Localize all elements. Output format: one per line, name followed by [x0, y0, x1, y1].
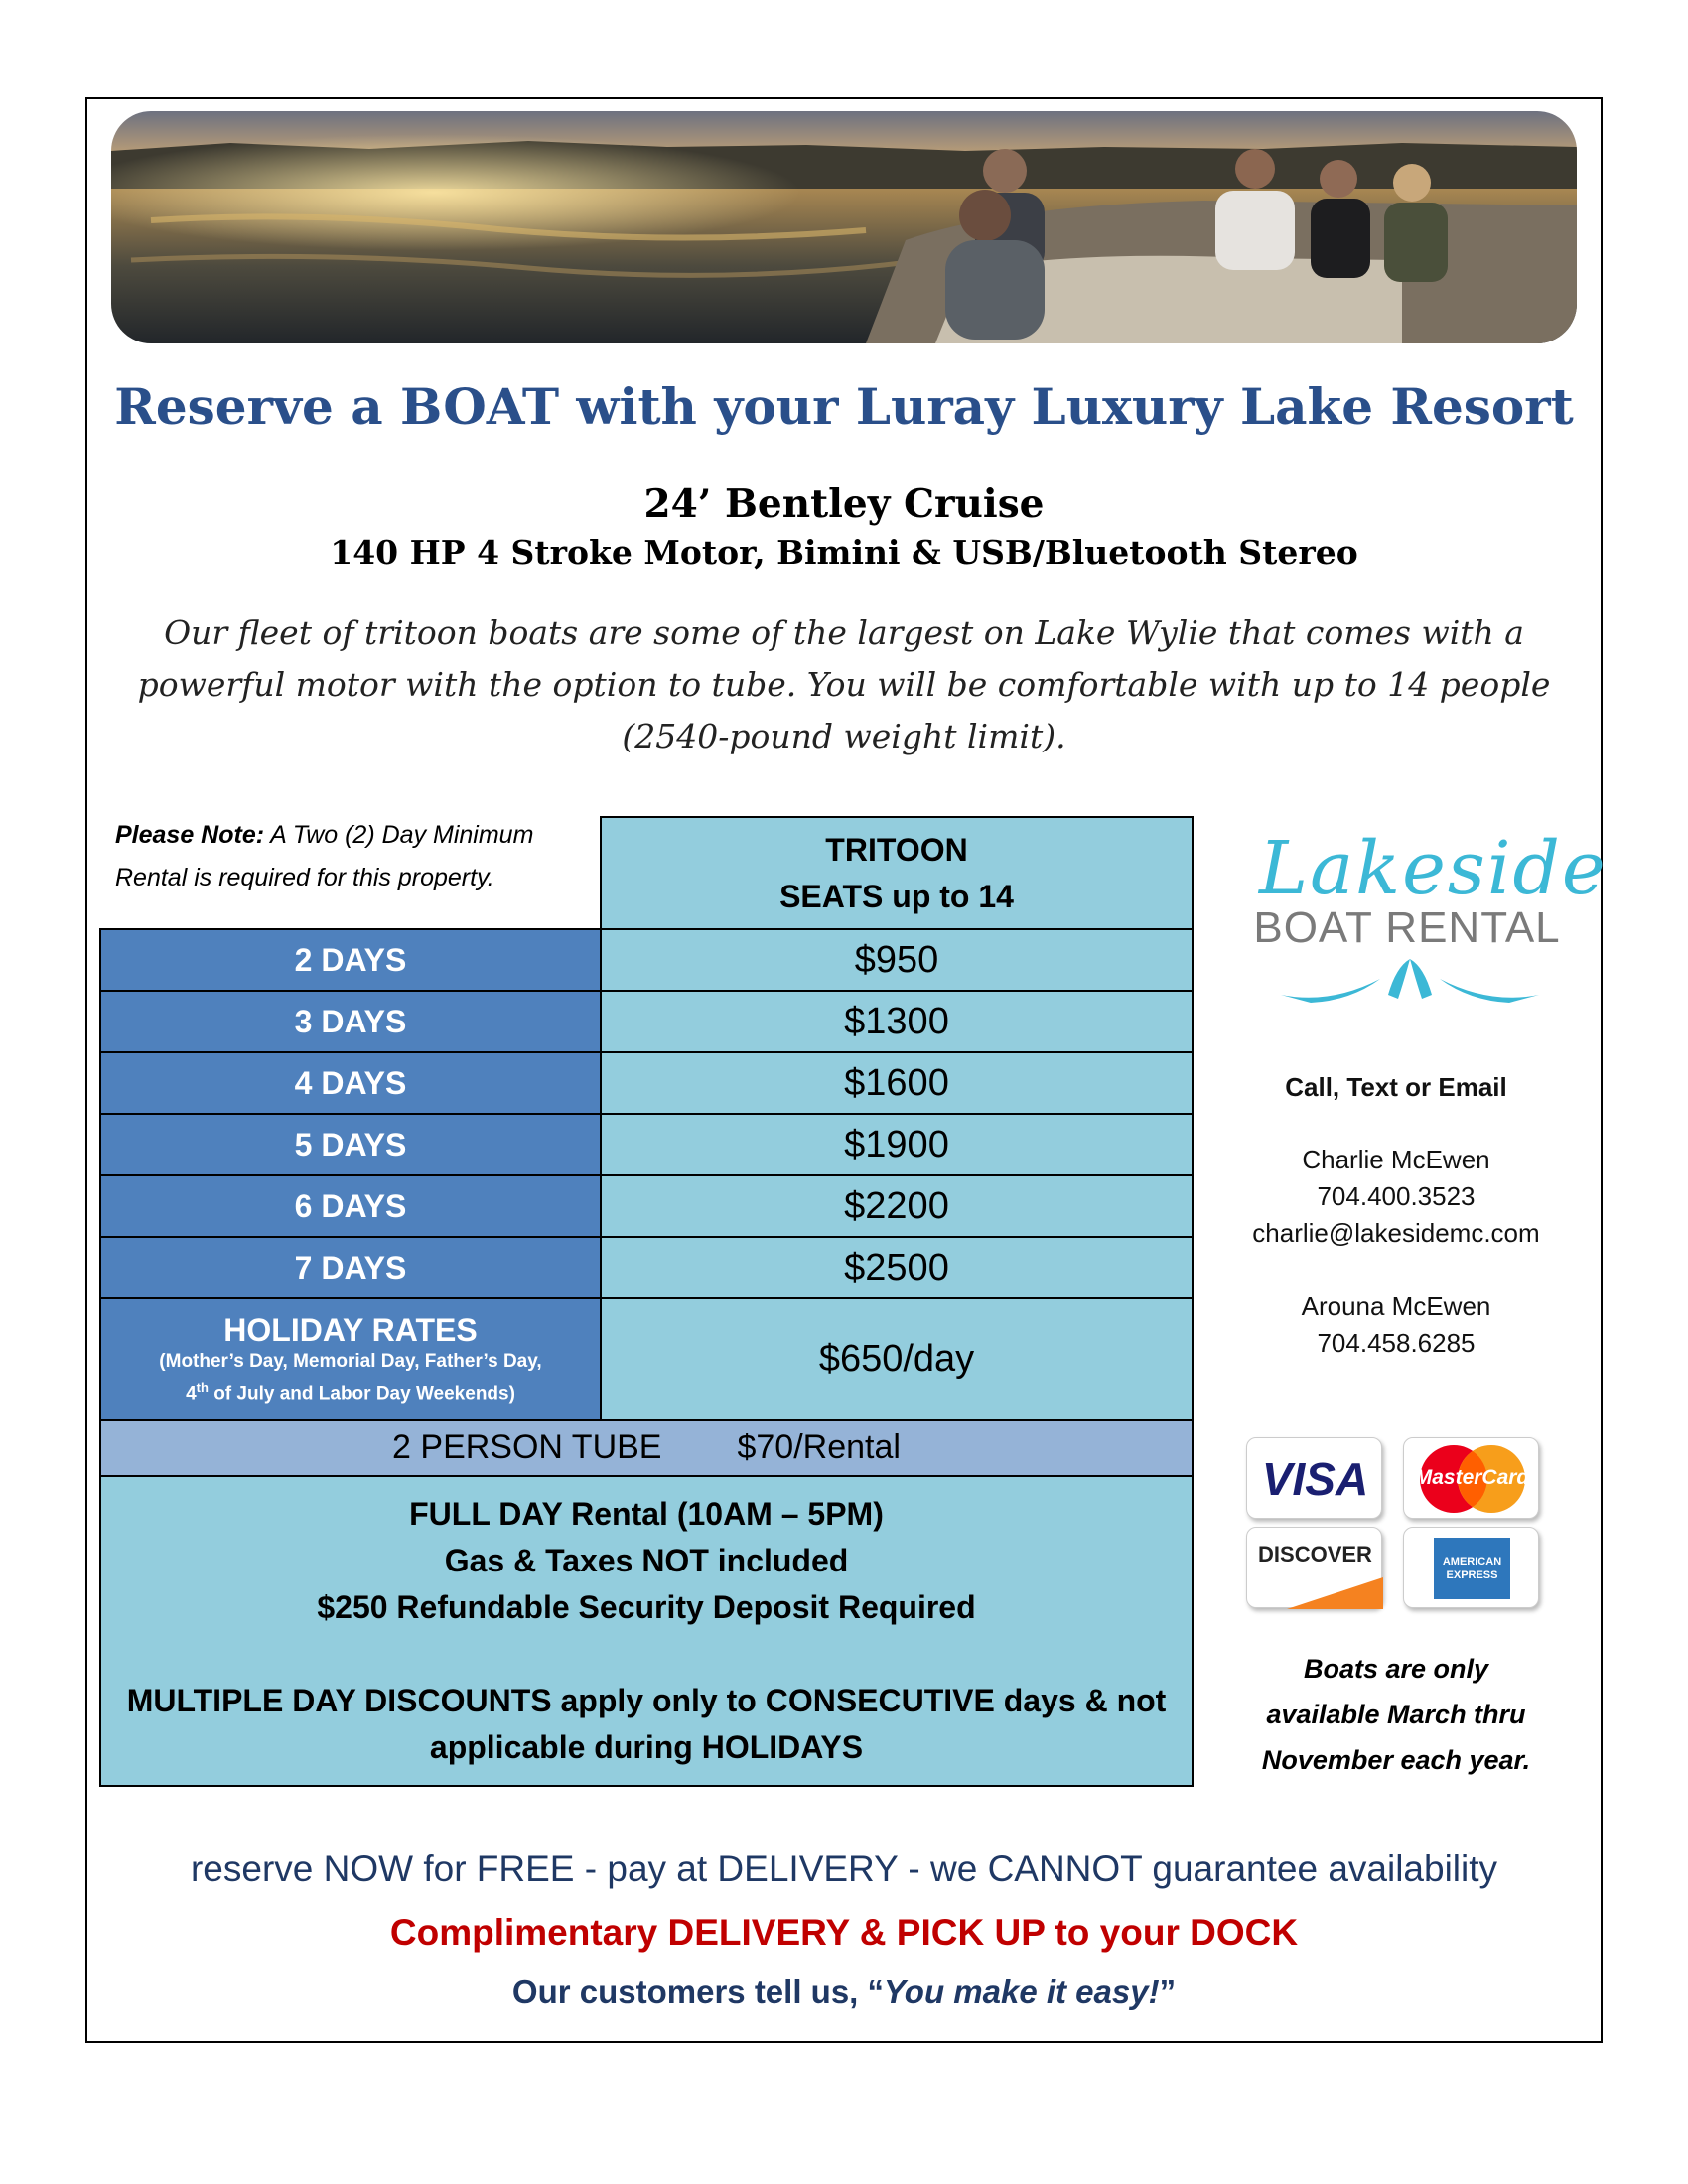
contact-heading: Call, Text or Email [1285, 1072, 1507, 1102]
contact-name: Charlie McEwen [1302, 1145, 1490, 1174]
boat-specs: 140 HP 4 Stroke Motor, Bimini & USB/Bluetooth Stereo [330, 533, 1358, 572]
mastercard-icon: MasterCard [1403, 1437, 1539, 1519]
contact-phone[interactable]: 704.400.3523 [1317, 1181, 1476, 1211]
note-text: A Two (2) Day Minimum Rental is required for this property. [115, 821, 534, 891]
tube-row [100, 1420, 1193, 1476]
rental-price: $950 [601, 929, 1193, 991]
lakeside-boat-rental-logo [1251, 826, 1608, 1007]
seasonal-availability-note: Boats are only available March thru November each year. [1261, 1654, 1531, 1775]
logo-splash-icon [1271, 957, 1549, 1007]
amex-card-icon: AMERICAN EXPRESS [1403, 1527, 1539, 1608]
contact-name: Arouna McEwen [1301, 1292, 1491, 1321]
holiday-rates-label: HOLIDAY RATES [223, 1311, 478, 1348]
reserve-now-line: reserve NOW for FREE - pay at DELIVERY - we CANNOT guarantee availability [190, 1848, 1498, 1889]
holiday-rates-cell [100, 1298, 601, 1420]
tube-price: $70/Rental [737, 1429, 901, 1466]
contact-person-1 [1231, 1142, 1561, 1252]
seating-capacity-label: SEATS up to 14 [779, 878, 1014, 914]
gas-taxes-note: Gas & Taxes NOT included [444, 1543, 849, 1578]
rental-hours: FULL DAY Rental (10AM – 5PM) [409, 1496, 884, 1532]
contact-person-2 [1231, 1289, 1561, 1362]
table-row [100, 991, 1193, 1052]
contact-phone[interactable]: 704.458.6285 [1317, 1328, 1476, 1358]
security-deposit-note: $250 Refundable Security Deposit Required [317, 1589, 976, 1625]
table-row [100, 1237, 1193, 1298]
rental-rate-table [99, 816, 1194, 1787]
table-row [100, 929, 1193, 991]
table-row [100, 1052, 1193, 1114]
rental-duration: 2 DAYS [100, 929, 601, 991]
rental-duration: 7 DAYS [100, 1237, 601, 1298]
boat-type-label: TRITOON [825, 831, 968, 868]
holiday-price: $650/day [601, 1298, 1193, 1420]
visa-card-icon: VISA [1246, 1437, 1382, 1519]
rental-duration: 3 DAYS [100, 991, 601, 1052]
boat-name: 24’ Bentley Cruise [643, 481, 1045, 527]
table-row [100, 1114, 1193, 1175]
page-title: Reserve a BOAT with your Luray Luxury Lake Resort [114, 377, 1574, 436]
rental-price: $2500 [601, 1237, 1193, 1298]
rental-duration: 5 DAYS [100, 1114, 601, 1175]
rental-price: $1900 [601, 1114, 1193, 1175]
testimonial-line: Our customers tell us, “You make it easy!” [511, 1974, 1177, 2010]
tube-label: 2 PERSON TUBE [392, 1429, 662, 1466]
note-label: Please Note: [115, 821, 265, 849]
holiday-list-b: 4th of July and Labor Day Weekends) [186, 1379, 515, 1405]
boat-description: Our fleet of tritoon boats are some of the largest on Lake Wylie that comes with a powerful motor with the option to tube. You will be comfortable with up to 14 people (2540-pound weight limit). [137, 614, 1551, 755]
table-row [100, 1175, 1193, 1237]
holiday-row [100, 1298, 1193, 1420]
rental-duration: 6 DAYS [100, 1175, 601, 1237]
discount-note-line2: applicable during HOLIDAYS [429, 1729, 864, 1765]
rental-price: $1600 [601, 1052, 1193, 1114]
discount-note-line1: MULTIPLE DAY DISCOUNTS apply only to CONSECUTIVE days & not [126, 1683, 1167, 1718]
rental-duration: 4 DAYS [100, 1052, 601, 1114]
table-header [601, 817, 1193, 929]
logo-sub-text: BOAT RENTAL [1253, 903, 1561, 952]
logo-script-text: Lakeside [1259, 826, 1608, 911]
lake-boat-photo [111, 111, 1577, 343]
holiday-list-a: (Mother’s Day, Memorial Day, Father’s Day, [159, 1350, 542, 1372]
rental-terms-row [100, 1476, 1193, 1786]
delivery-line: Complimentary DELIVERY & PICK UP to your DOCK [389, 1912, 1299, 1953]
rental-price: $1300 [601, 991, 1193, 1052]
contact-email[interactable]: charlie@lakesidemc.com [1252, 1218, 1540, 1248]
rental-price: $2200 [601, 1175, 1193, 1237]
discover-card-icon: DISCOVER [1246, 1527, 1382, 1608]
